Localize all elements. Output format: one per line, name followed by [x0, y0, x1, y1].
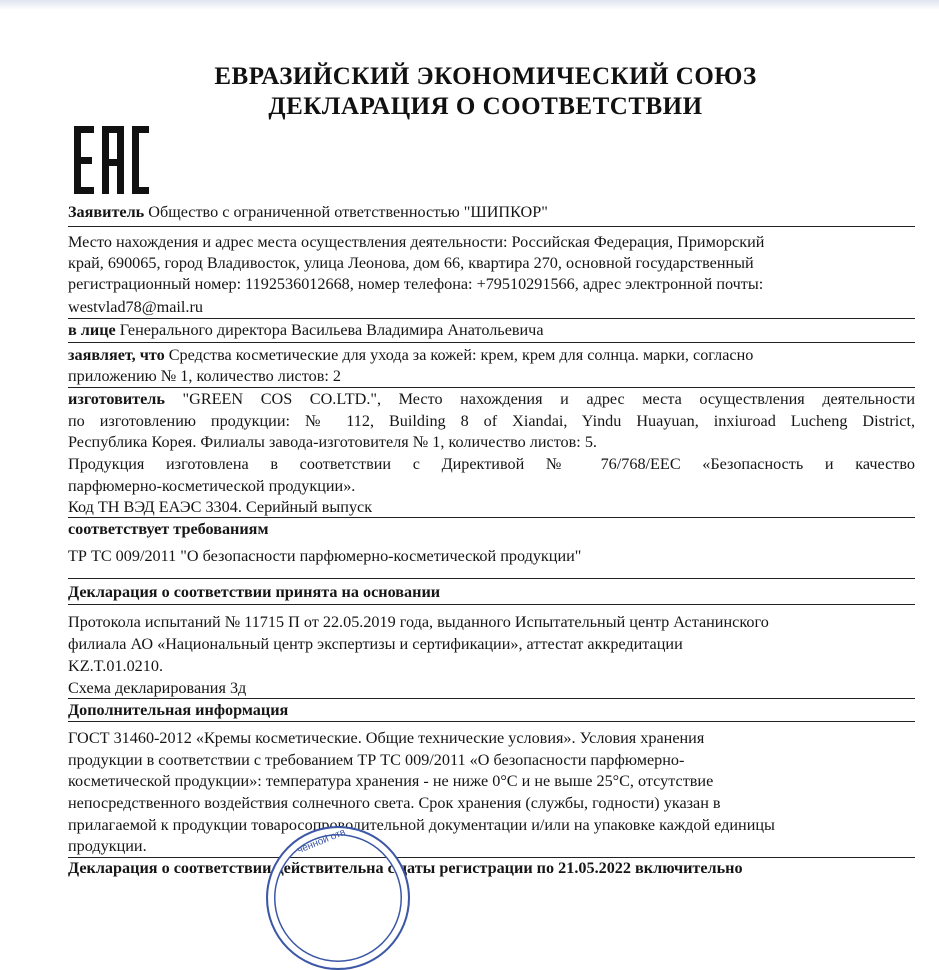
- manufacturer-line-1: [68, 389, 915, 410]
- additional-title: Дополнительная информация: [68, 701, 289, 719]
- manufacturer-line-5: парфюмерно-косметической продукции».: [68, 477, 356, 495]
- address-line-2: край, 690065, город Владивосток, улица Леонова, дом 66, квартира 270, основной государственный: [68, 254, 754, 272]
- declares-line-1: [68, 345, 915, 366]
- validity-line: Декларация о соответствии действительна с даты регистрации по 21.05.2022 включительно: [68, 859, 743, 877]
- divider: [68, 698, 915, 699]
- manufacturer-label: изготовитель: [68, 390, 165, 408]
- stamp-text: ченной отв: [295, 826, 348, 857]
- divider: [68, 226, 915, 227]
- eac-logo: [74, 126, 149, 194]
- scan-top-edge: [0, 0, 939, 10]
- divider: [68, 604, 915, 605]
- hs-code-line: Код ТН ВЭД ЕАЭС 3304. Серийный выпуск: [68, 498, 373, 516]
- representative-label: в лице: [68, 321, 116, 339]
- representative-line: [68, 320, 915, 341]
- manufacturer-line-2: по изготовлению продукции: № 112, Building 8 of Xiandai, Yindu Huayuan, inxiuroad Lucheng District,: [68, 412, 915, 430]
- divider: [68, 342, 915, 343]
- additional-line-6: продукции.: [68, 837, 147, 855]
- applicant-value: Общество с ограниченной ответственностью "ШИПКОР": [144, 203, 548, 221]
- additional-line-5: прилагаемой к продукции товаросопроводительной документации и/или на упаковке каждой единицы: [68, 816, 775, 834]
- additional-line-4: непосредственного воздействия солнечного света. Срок хранения (службы, годности) указан в: [68, 794, 721, 812]
- requirements-title: соответствует требованиям: [68, 520, 269, 538]
- address-email: westvlad78@mail.ru: [68, 298, 203, 316]
- basis-title: Декларация о соответствии принята на основании: [68, 583, 441, 601]
- representative-value: Генерального директора Васильева Владимира Анатольевича: [115, 321, 544, 339]
- basis-line-3: KZ.T.01.0210.: [68, 657, 164, 675]
- additional-line-3: косметической продукции»: температура хранения - не ниже 0°С и не выше 25°С, отсутствие: [68, 772, 714, 790]
- declares-label: заявляет, что: [68, 346, 165, 364]
- declaration-title: ДЕКЛАРАЦИЯ О СООТВЕТСТВИИ: [268, 93, 703, 120]
- organization-stamp: [266, 826, 410, 970]
- additional-line-2: продукции в соответствии с требованием ТР ТС 009/2011 «О безопасности парфюмерно-: [68, 751, 685, 769]
- divider: [68, 517, 915, 518]
- address-line-1: Место нахождения и адрес места осуществления деятельности: Российская Федерация, Приморский: [68, 233, 765, 251]
- address-line-3: регистрационный номер: 1192536012668, номер телефона: +79510291566, адрес электронной почты:: [68, 275, 764, 293]
- divider: [68, 387, 915, 388]
- requirements-value: ТР ТС 009/2011 "О безопасности парфюмерно-косметической продукции": [68, 547, 582, 565]
- basis-line-2: филиала АО «Национальный центр экспертизы и сертификации», аттестат аккредитации: [68, 635, 683, 653]
- applicant-label: Заявитель: [68, 203, 145, 221]
- manufacturer-value: "GREEN COS CO.LTD.", Место нахождения и адрес места осуществления деятельности: [164, 390, 915, 408]
- declares-line-2: приложению № 1, количество листов: 2: [68, 367, 341, 385]
- additional-line-1: ГОСТ 31460-2012 «Кремы косметические. Общие технические условия». Условия хранения: [68, 729, 705, 747]
- manufacturer-line-4: Продукция изготовлена в соответствии с Директивой № 76/768/ЕЕС «Безопасность и качество: [68, 455, 915, 473]
- divider: [68, 578, 915, 579]
- union-title: ЕВРАЗИЙСКИЙ ЭКОНОМИЧЕСКИЙ СОЮЗ: [214, 63, 757, 90]
- basis-line-1: Протокола испытаний № 11715 П от 22.05.2019 года, выданного Испытательный центр Астанинского: [68, 613, 769, 631]
- divider: [68, 318, 915, 319]
- declaration-scheme: Схема декларирования 3д: [68, 679, 247, 697]
- declares-value: Средства косметические для ухода за кожей: крем, крем для солнца. марки, согласно: [164, 346, 754, 364]
- manufacturer-line-3: Республика Корея. Филиалы завода-изготовителя № 1, количество листов: 5.: [68, 433, 597, 451]
- applicant-line: [68, 202, 915, 223]
- divider: [68, 721, 915, 722]
